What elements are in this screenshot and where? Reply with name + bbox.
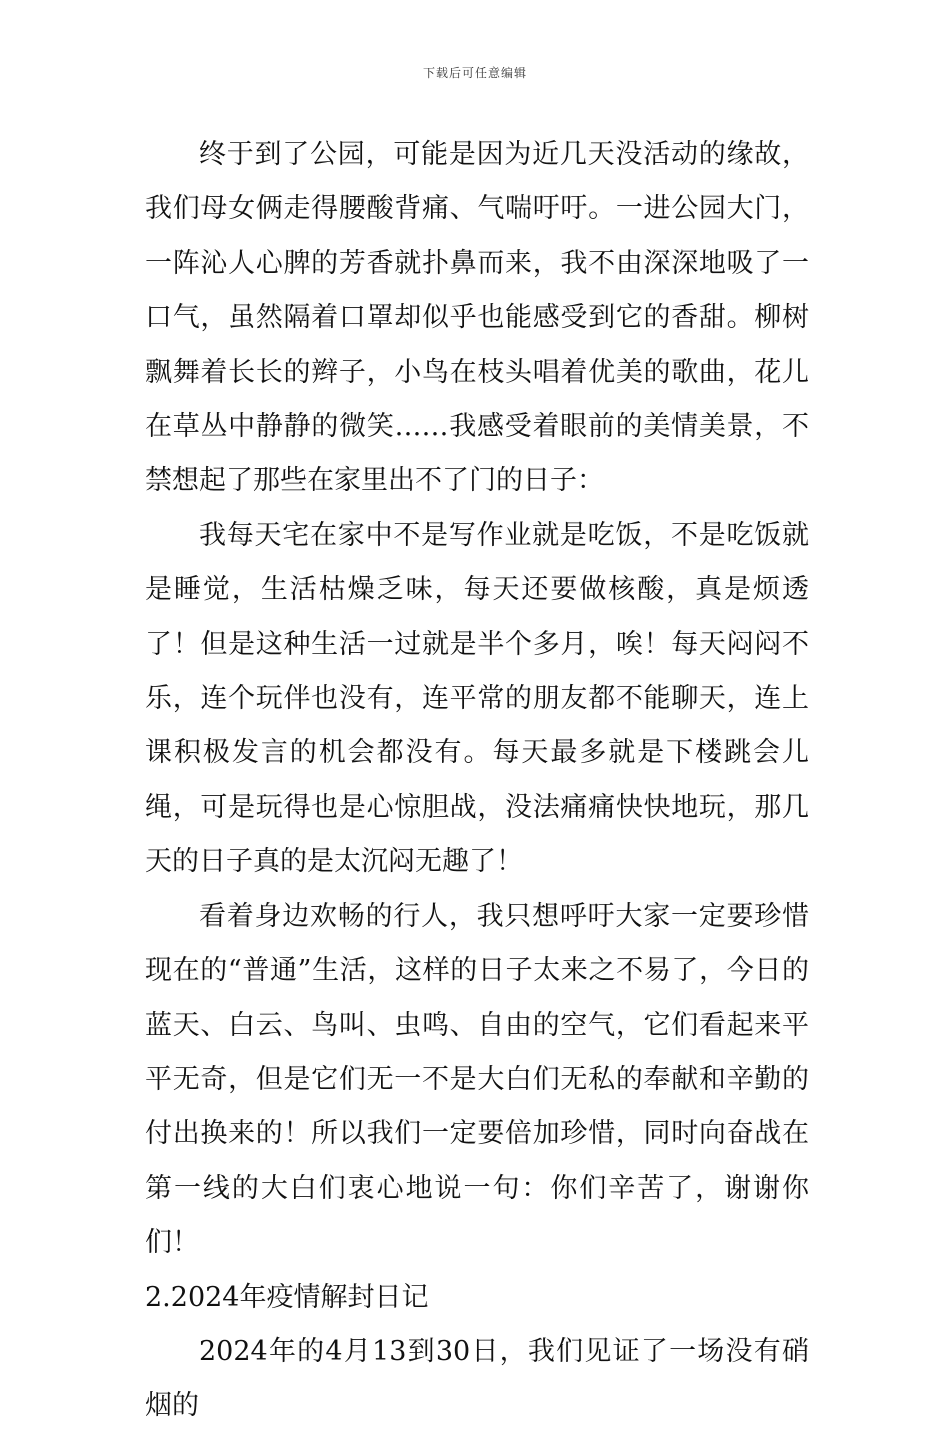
section-heading: 2.2024年疫情解封日记 <box>145 1281 429 1313</box>
paragraph-park-visit: 终于到了公园，可能是因为近几天没活动的缘故，我们母女俩走得腰酸背痛、气喘吁吁。一进公园大门，一阵沁人心脾的芳香就扑鼻而来，我不由深深地吸了一口气，虽然隔着口罩却似乎也能感受到它的香甜。柳树飘舞着长长的辫子，小鸟在枝头唱着优美的歌曲，花儿在草丛中静静的微笑……我感受着眼前的美情美景，不禁想起了那些在家里出不了门的日子： <box>145 139 809 497</box>
document-body <box>145 128 809 1434</box>
paragraph-staying-home: 我每天宅在家中不是写作业就是吃饭，不是吃饭就是睡觉，生活枯燥乏味，每天还要做核酸，真是烦透了！但是这种生活一过就是半个多月，唉！每天闷闷不乐，连个玩伴也没有，连平常的朋友都不能聊天，连上课积极发言的机会都没有。每天最多就是下楼跳会儿绳，可是玩得也是心惊胆战，没法痛痛快快地玩，那几天的日子真的是太沉闷无趣了！ <box>145 519 809 878</box>
paragraph-diary-start: 2024年的4月13到30日，我们见证了一场没有硝烟的 <box>145 1335 809 1422</box>
paragraph-cherish-life: 看着身边欢畅的行人，我只想呼吁大家一定要珍惜现在的“普通”生活，这样的日子太来之不易了，今日的蓝天、白云、鸟叫、虫鸣、自由的空气，它们看起来平平无奇，但是它们无一不是大白们无私的奉献和辛勤的付出换来的！所以我们一定要倍加珍惜，同时向奋战在第一线的大白们衷心地说一句：你们辛苦了，谢谢你们！ <box>145 900 809 1259</box>
page-header: 下载后可任意编辑 <box>422 66 527 80</box>
